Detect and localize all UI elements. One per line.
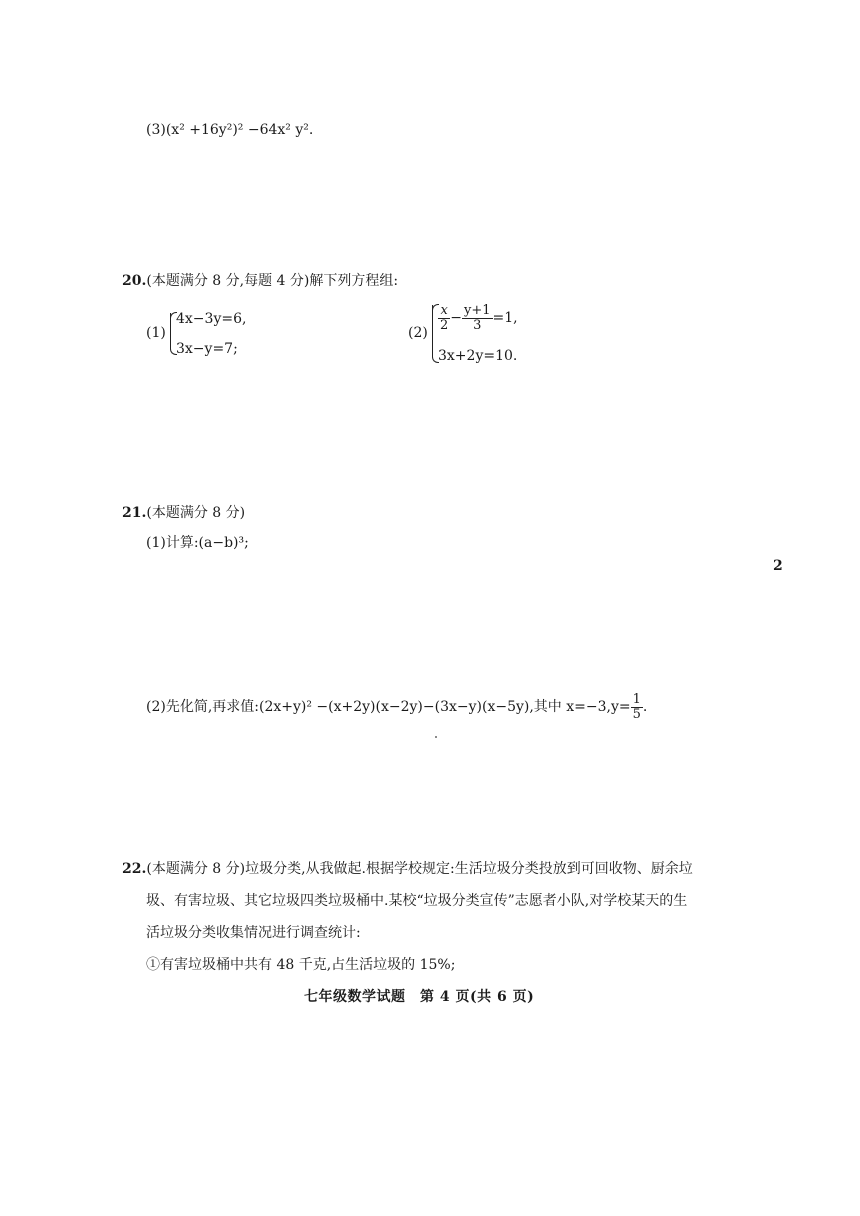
q20-header: (本题满分 8 分,每题 4 分)解下列方程组: xyxy=(146,273,399,289)
q22-number: 22. xyxy=(122,861,147,877)
q21-number: 21. xyxy=(122,505,147,521)
q22-line1: 22.(本题满分 8 分)垃圾分类,从我做起.根据学校规定:生活垃圾分类投放到可回收物、厨余垃 xyxy=(122,861,693,877)
q20-p2-frac1: $\frac{x}{2}$ xyxy=(440,302,449,333)
q21-header: (本题满分 8 分) xyxy=(146,505,246,521)
q20-heading xyxy=(122,272,398,290)
q20-number: 20. xyxy=(122,273,147,289)
q21-part2: (2)先化简,再求值:(2x+y)² −(x+2y)(x−2y)−(3x−y)(x−5y),其中 x=−3,y= $\frac{1}{5}$ . xyxy=(146,691,648,722)
q22-line4: ①有害垃圾桶中共有 48 千克,占生活垃圾的 15%; xyxy=(146,957,456,973)
q21-part1: (1)计算:(a−b)³; xyxy=(146,535,249,551)
side-page-number: 2 xyxy=(773,558,783,574)
q19-part3: (3)(x² +16y²)² −64x² y². xyxy=(146,122,314,138)
stray-dot xyxy=(435,736,437,738)
q22-line3: 活垃圾分类收集情况进行调查统计: xyxy=(146,925,361,941)
q20-p2-eq1: $\frac{x}{2}$ − $\frac{y+1}{3}$ =1, xyxy=(440,302,518,333)
q20-p1-eq2: 3x−y=7; xyxy=(176,341,238,357)
q20-p2-label: (2) xyxy=(408,325,428,341)
q21-heading xyxy=(122,504,245,522)
q20-p2-eq2: 3x+2y=10. xyxy=(438,348,518,364)
q21-p2-frac: $\frac{1}{5}$ xyxy=(632,691,641,722)
q20-p2-frac2: $\frac{y+1}{3}$ xyxy=(464,302,491,333)
page-footer: 七年级数学试题 第 4 页(共 6 页) xyxy=(304,989,535,1005)
q20-p1-eq1: 4x−3y=6, xyxy=(176,311,247,327)
q20-p1-label: (1) xyxy=(146,325,166,341)
q22-line2: 圾、有害垃圾、其它垃圾四类垃圾桶中.某校“垃圾分类宣传”志愿者小队,对学校某天的生 xyxy=(146,893,688,909)
